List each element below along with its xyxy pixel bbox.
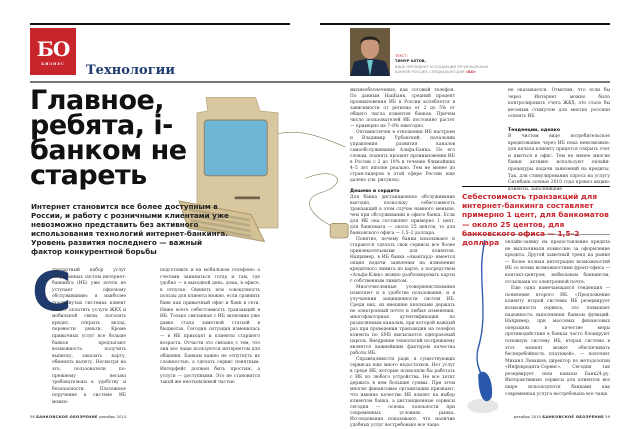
logo-subtext: БИЗНЕС bbox=[41, 62, 65, 66]
paragraph: Для банка дистанционное обслуживание выгодно, поскольку себестоимость транзакций в этом случае намного меньше, чем при обслуживании в офисе банка. Если для ИБ она составляет примерно 1 цент, для банкомата — около 25 центов, то для банковского офиса — 1,5–2 доллара. bbox=[350, 195, 455, 236]
subheading: Тенденции, однако bbox=[508, 127, 561, 133]
body-column-4 bbox=[508, 88, 610, 193]
page-number: 58 bbox=[30, 414, 35, 419]
author-credit bbox=[395, 54, 500, 76]
credit-label: ТЕКСТ: bbox=[395, 54, 408, 58]
body-column-1: тандартный набор услуг современных систем интернет-банкинга (ИБ) уже почти не уступает офисному обслуживанию: в наиболее продвинутых системах клиент может оплатить услуги ЖКХ и мобильной связи, погасить кредит, открыть вклад, перевести деньги. Кроме привычных услуг все больше банков предлагают возможность получить выписку, заказать карту, обменять валюту. Несмотря на это, пользователи по-прежнему весьма требовательны к удобству и безопасности. Платежное поручение в системе ИБ можно bbox=[52, 268, 126, 405]
author-photo bbox=[350, 28, 390, 76]
paragraph: жизнеобеспечения, как сотовый телефон. По данным НацБанк, средний процент проникновения ИБ в России колеблется в зависимости от региона от 2 до 5% от общего числа клиентов банков. Причем число пользователей ИБ постоянно растет — примерно на 7–8% ежегодно. bbox=[350, 88, 455, 129]
author-name: ТИМУР АХТОВ, bbox=[395, 59, 426, 64]
paragraph: Многочисленные усовершенствования помогают и в удобстве пользования, и в улучшении защищенности систем ИБ. Среди них, их внешние кнопками держать не электронный почте и любые изменения, многофакторная аутентификация по разделяемым каналам, при которой каждый раз при проведении транзакции на телефон клиента по SMS высылается одноразовый пароль. Внедрение технологий по-прежнему является важнейшим фактором качества работы ИБ. bbox=[350, 285, 455, 356]
magazine-logo bbox=[30, 28, 76, 75]
pull-quote: Себестоимость транзакций для интернет-банкинга составляет примерно 1 цент, для банкоматов — около 25 центов, для банковского офиса — 1,5–2 доллара bbox=[462, 192, 609, 248]
logo-text: БО bbox=[36, 37, 70, 61]
author-position: ВИЦЕ-ПРЕЗИДЕНТ АССОЦИАЦИИ РЕГИОНАЛЬНЫХ БАНКОВ РОССИИ, СПЕЦИАЛЬНО ДЛЯ bbox=[395, 64, 489, 75]
mouse-cable-illustration bbox=[458, 240, 503, 415]
footer-left bbox=[30, 414, 126, 419]
paragraph: онлайн-заявку на предоставление кредита не выплачивали комиссию за оформление кредита. Другой заметный тренд на рынке — более полная интеграция возможностей ИБ со всеми возможностями фронт-офиса — контакт-центром, мобильным банкингом, отсылками по электронной почте. bbox=[505, 240, 610, 285]
paragraph: Справедливости ради, в существующих сервисах еще много недостатков. Нет услуг в среде ИБ, которые позволили бы работать с ИБ из любого устройства. Не все хотят держать в нем большие суммы. При этом многие финансовые организации признают, что именно качество ИБ влияет на выбор клиентом банка, а дистанционные сервисы сегодня — основа лояльности при современных условиях рынка. Исследования показывают, что наличие удобных услуг востребовано все чаще. bbox=[350, 357, 455, 428]
footer-right bbox=[514, 414, 610, 419]
article-intro: Интернет становится все более доступным в России, и работу с розничными клиентами уже невозможно представить без активного использования технологий интернет-банкинга. Уровень развития последнего — важный фактор конкурентной борьбы bbox=[31, 202, 229, 256]
article-headline: Главное, ребята, i-банком не стареть bbox=[30, 85, 187, 191]
header-rule bbox=[30, 81, 610, 83]
top-rule-right bbox=[320, 23, 610, 25]
subheading: Дешево и сердито bbox=[350, 189, 400, 194]
page-number: 59 bbox=[605, 414, 610, 419]
footer-magazine: БАНКОВСКОЕ ОБОЗРЕНИЕ bbox=[542, 414, 604, 419]
body-column-3 bbox=[350, 88, 455, 429]
paragraph: не оказывается. Отметим, что если бы через Интернет можно было контролировать счета ЖКХ, это стало бы весомым стимулом для многих россиян освоить ИБ. bbox=[508, 88, 610, 120]
section-title: Технологии bbox=[86, 63, 175, 78]
footer-magazine: БАНКОВСКОЕ ОБОЗРЕНИЕ bbox=[36, 414, 98, 419]
body-column-5 bbox=[505, 240, 610, 398]
author-magazine: «БО» bbox=[465, 70, 477, 75]
paragraph: Еще одна намечающаяся тенденция — появление второго ИБ. «Предложение клиенту второй системы ИБ резервирует возможности сервиса, это повышает надежность выполнения банком функций. Например, при массовых финансовых операциях в качестве меры противодействия в банках часто блокируют основную систему ИБ, вторая система в этот момент может обеспечивать бесперебойность платежей», — поясняет Михаил Левашов, директор по методологии «Инфокредита-Сервис». Сегодня так резервирует свои каналы Банк24.ру. Интерактивные сервисы для клиентов все шире используются банками как современная услуга востребована все чаще. bbox=[505, 286, 610, 397]
footer-date: декабрь 2010 bbox=[513, 414, 542, 419]
body-column-2: подготовить и на мобильном телефоне: а счетами заниматься тогда и там, где удобно — в выходной день, дома, в офисе, в отпуске. Оценить всю совокупность пользы для клиента можно, если сравнить банк как привычный офис и банк в сети. Ниже всего себестоимость транзакций в ИБ. Только связанная с ИБ экономия уже давно стала заметной статьей в бюджетах. Сегодня ситуация изменилась — в ИБ приходят и клиенты старшего возраста. Отчасти это связано с тем, что они все чаще пользуются интернетом для общения. Банкам важно не отпугнуть их сложностью, а сделать сервис понятным. Интерфейс должен быть простым, а услуги — доступными. Это не становится такой же неотъемлемой частью bbox=[160, 268, 260, 386]
paragraph: В чистом виде потребительское кредитование через ИБ пока невозможно: для начала клиенту придется открыть счет и явиться в офис. Тем не менее многие банки активно используют онлайн-процедуры подачи заявлений на кредиты. Так, для стимулирования спроса на услугу Ситибанк осенью 2010 года провел акцию: клиенты, заполнившие bbox=[508, 133, 610, 192]
drop-cap: С bbox=[32, 260, 72, 323]
footer-date: декабрь 2010 bbox=[98, 414, 127, 419]
paragraph: Понятно, почему банки изыскивают и стараются сделать свои сервисы все более привлекательными для клиентов. Например, в ИБ банка «Авангард» имеется опция подачи заявления на изменение кредитного лимита по карте, а посредством «Альфа-Клик» можно разблокировать карты с собственным лимитом. bbox=[350, 237, 455, 284]
top-rule bbox=[30, 23, 290, 25]
paragraph: Оптимистичен в отношении ИБ настроен и Владимир Урбанский, начальник управления развития каналов самообслуживания Альфа-Банка. По его словам, поднять процент проникновения ИБ в России с 2 до 10% в течение ближайших 4–5 лет вполне реально. Тем не менее до стран-лидеров в этой сфере России еще далеко (см. рисунок). bbox=[350, 130, 455, 183]
